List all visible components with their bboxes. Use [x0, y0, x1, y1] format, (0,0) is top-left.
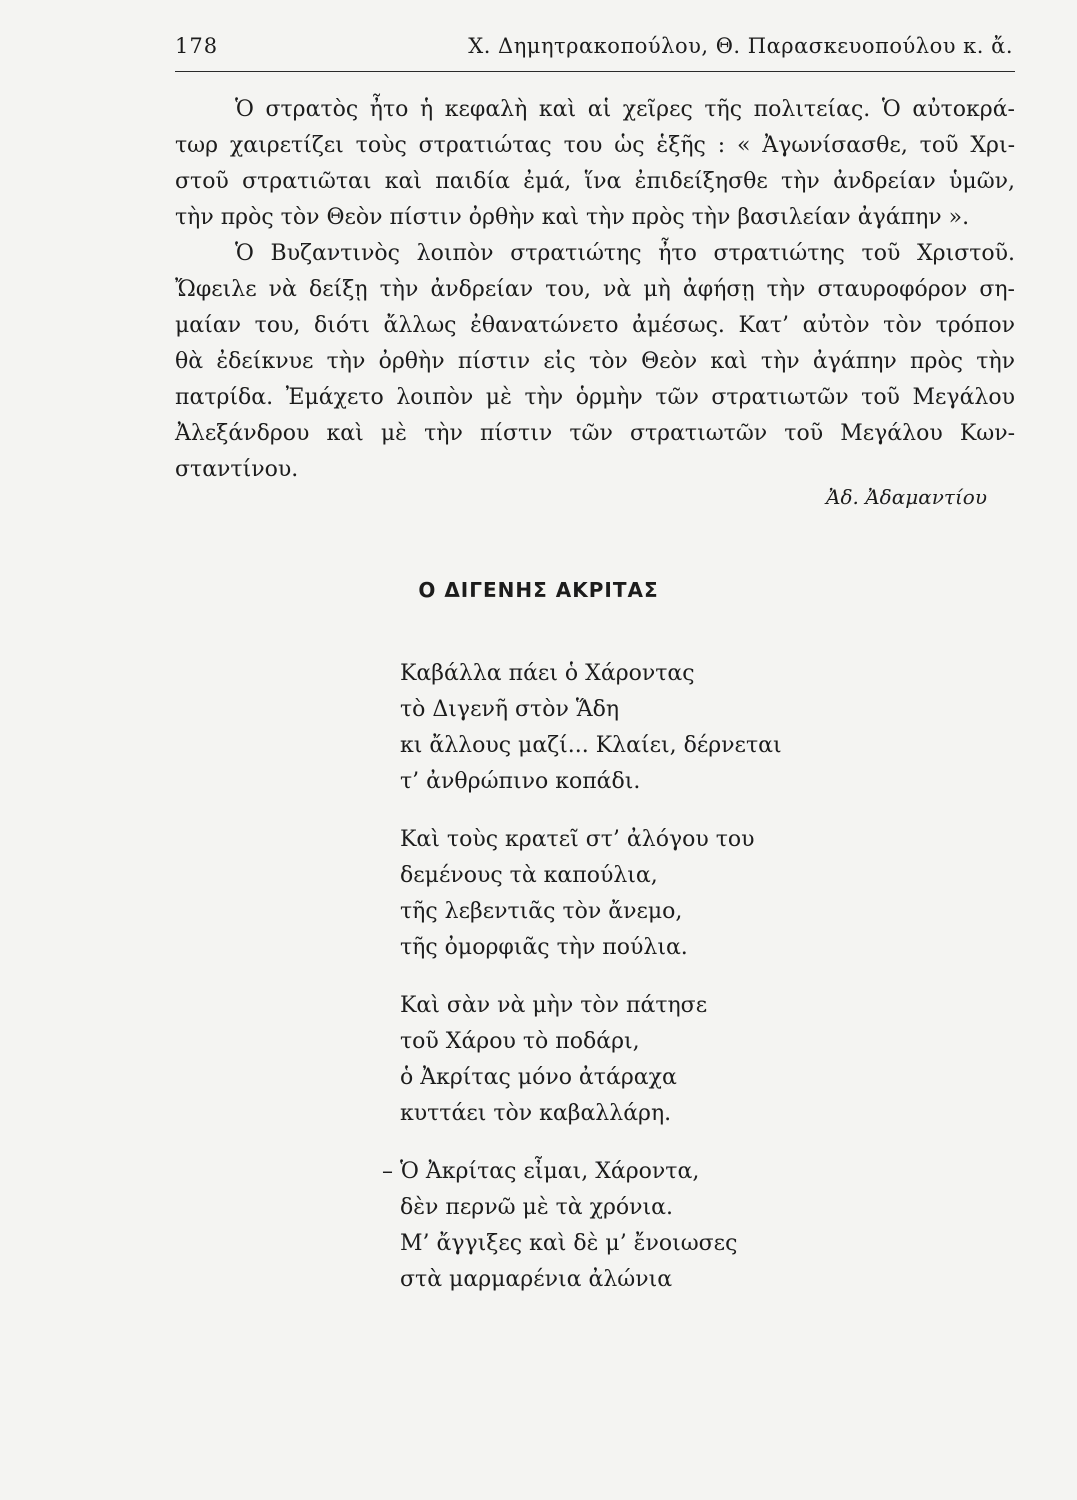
prose-paragraphs: [175, 92, 1015, 488]
verse-line: δεμένους τὰ καπούλια,: [400, 863, 658, 888]
verse-line: κι ἄλλους μαζί... Κλαίει, δέρνεται: [400, 733, 782, 758]
verse-line: τὸ Διγενῆ στὸν Ἅδη: [400, 697, 620, 722]
prose-line: Ὁ Βυζαντινὸς λοιπὸν στρατιώτης ἦτο στρατιώτης τοῦ Χριστοῦ.: [235, 241, 1015, 266]
prose-line: τωρ χαιρετίζει τοὺς στρατιώτας του ὡς ἑξῆς : « Ἀγωνίσασθε, τοῦ Χρι-: [175, 133, 1015, 158]
verse-line: τῆς ὀμορφιᾶς τὴν πούλια.: [400, 935, 688, 960]
prose-line: μαίαν του, διότι ἄλλως ἐθανατώνετο ἀμέσως. Κατ’ αὐτὸν τὸν τρόπον: [175, 313, 1015, 338]
prose-line: Ἀλεξάνδρου καὶ μὲ τὴν πίστιν τῶν στρατιωτῶν τοῦ Μεγάλου Κων-: [175, 421, 1015, 446]
prose-line: Ὁ στρατὸς ἦτο ἡ κεφαλὴ καὶ αἱ χεῖρες τῆς πολιτείας. Ὁ αὐτοκρά-: [235, 97, 1015, 122]
verse-line: τοῦ Χάρου τὸ ποδάρι,: [400, 1029, 640, 1054]
header-rule: [175, 71, 1015, 72]
verse-line: στὰ μαρμαρένια ἀλώνια: [400, 1267, 673, 1292]
prose-line: τὴν πρὸς τὸν Θεὸν πίστιν ὀρθὴν καὶ τὴν πρὸς τὴν βασιλείαν ἀγάπην ».: [175, 205, 970, 230]
stanza: [400, 656, 960, 800]
poem: [382, 656, 960, 1320]
verse-line: κυττάει τὸν καβαλλάρη.: [400, 1101, 672, 1126]
stanza: [382, 1154, 960, 1298]
stanza: [400, 822, 960, 966]
running-head: Χ. Δημητρακοπούλου, Θ. Παρασκευοπούλου κ. ἄ.: [468, 34, 1013, 58]
verse-line: Μ’ ἄγγιξες καὶ δὲ μ’ ἔνοιωσες: [400, 1231, 738, 1256]
page-number: 178: [175, 34, 219, 58]
verse-line: τῆς λεβεντιᾶς τὸν ἄνεμο,: [400, 899, 683, 924]
verse-line: Καβάλλα πάει ὁ Χάροντας: [400, 661, 695, 686]
prose-line: στοῦ στρατιῶται καὶ παιδία ἐμά, ἵνα ἐπιδείξησθε τὴν ἀνδρείαν ὑμῶν,: [175, 169, 1015, 194]
prose-line: Ὤφειλε νὰ δείξῃ τὴν ἀνδρείαν του, νὰ μὴ ἀφήσῃ τὴν σταυροφόρον ση-: [175, 277, 1015, 302]
verse-line: δὲν περνῶ μὲ τὰ χρόνια.: [400, 1195, 673, 1220]
verse-line: τ’ ἀνθρώπινο κοπάδι.: [400, 769, 641, 794]
verse-line: Καὶ σὰν νὰ μὴν τὸν πάτησε: [400, 993, 708, 1018]
stanza: [400, 988, 960, 1132]
verse-line: ὁ Ἀκρίτας μόνο ἀτάραχα: [400, 1065, 677, 1090]
prose-line: πατρίδα. Ἐμάχετο λοιπὸν μὲ τὴν ὁρμὴν τῶν στρατιωτῶν τοῦ Μεγάλου: [175, 385, 1015, 410]
page-header: [175, 34, 1015, 70]
verse-line: – Ὁ Ἀκρίτας εἶμαι, Χάροντα,: [382, 1159, 700, 1184]
author-signature: Ἀδ. Ἀδαμαντίου: [826, 485, 987, 509]
verse-line: Καὶ τοὺς κρατεῖ στ’ ἀλόγου του: [400, 827, 755, 852]
prose-line: σταντίνου.: [175, 457, 299, 482]
poem-title: Ο ΔΙΓΕΝΗΣ ΑΚΡΙΤΑΣ: [418, 578, 659, 602]
prose-line: θὰ ἐδείκνυε τὴν ὀρθὴν πίστιν εἰς τὸν Θεὸν καὶ τὴν ἀγάπην πρὸς τὴν: [175, 349, 1015, 374]
